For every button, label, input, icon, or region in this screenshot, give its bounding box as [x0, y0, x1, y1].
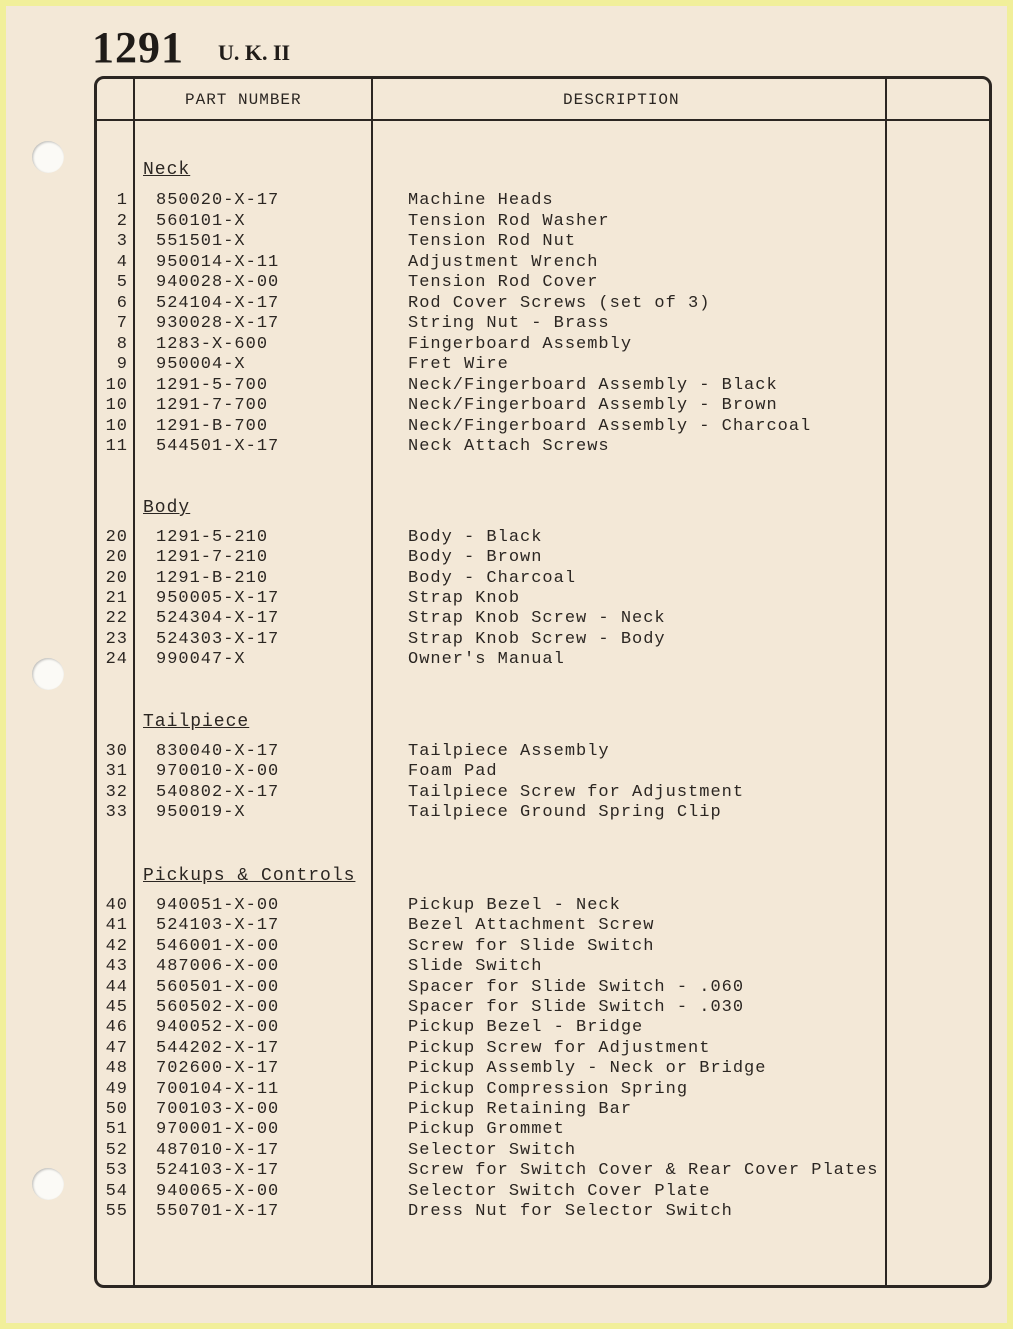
part-number: 540802-X-17 [156, 782, 280, 802]
item-number: 31 [105, 762, 128, 782]
item-number: 30 [105, 742, 128, 761]
item-number: 23 [105, 629, 128, 649]
part-number: 524304-X-17 [156, 609, 280, 629]
part-number: 560101-X [156, 211, 246, 231]
item-number: 20 [105, 548, 128, 568]
table-row [6, 253, 986, 273]
part-number: 940028-X-00 [156, 273, 280, 292]
model-number: 1291 [92, 23, 184, 72]
part-number: 487010-X-17 [156, 1140, 280, 1160]
item-number: 20 [105, 528, 128, 547]
part-number: 560501-X-00 [156, 977, 280, 997]
part-number: 970001-X-00 [156, 1120, 280, 1140]
part-number: 487006-X-00 [156, 957, 280, 977]
part-description: Bezel Attachment Screw [408, 916, 655, 936]
item-number: 4 [116, 252, 128, 272]
part-description: Owner's Manual [408, 649, 565, 669]
part-description: Screw for Slide Switch [408, 936, 655, 956]
table-row [6, 1039, 986, 1059]
item-number: 21 [105, 588, 128, 608]
part-number: 830040-X-17 [156, 742, 280, 761]
table-row [6, 998, 986, 1018]
item-number: 9 [116, 355, 128, 374]
item-number: 10 [105, 375, 128, 395]
part-number: 560502-X-00 [156, 998, 280, 1017]
part-number: 524303-X-17 [156, 629, 280, 649]
item-number: 46 [105, 1018, 128, 1038]
table-row [6, 528, 986, 548]
part-description: Tailpiece Ground Spring Clip [408, 802, 722, 822]
part-number: 700104-X-11 [156, 1079, 280, 1099]
part-number: 702600-X-17 [156, 1059, 280, 1079]
part-description: Neck/Fingerboard Assembly - Black [408, 375, 778, 395]
table-row [6, 742, 986, 762]
part-description: String Nut - Brass [408, 314, 610, 333]
column-header-description: DESCRIPTION [563, 91, 680, 109]
item-number: 22 [105, 609, 128, 629]
part-description: Tailpiece Screw for Adjustment [408, 782, 745, 802]
item-number: 5 [116, 273, 128, 292]
table-row [6, 437, 986, 457]
part-description: Pickup Retaining Bar [408, 1100, 633, 1119]
section-title: Tailpiece [143, 712, 250, 732]
table-row [6, 1120, 986, 1140]
table-row [6, 1141, 986, 1161]
part-number: 524103-X-17 [156, 916, 280, 936]
part-description: Fret Wire [408, 355, 509, 374]
table-row [6, 376, 986, 396]
table-row [6, 1161, 986, 1181]
part-description: Neck/Fingerboard Assembly - Charcoal [408, 416, 812, 436]
part-description: Fingerboard Assembly [408, 334, 633, 354]
part-description: Pickup Screw for Adjustment [408, 1038, 711, 1058]
part-number: 550701-X-17 [156, 1202, 280, 1221]
part-number: 1291-7-700 [156, 396, 269, 415]
table-row [6, 803, 986, 823]
part-number: 544501-X-17 [156, 437, 280, 456]
part-description: Selector Switch [408, 1140, 577, 1160]
part-description: Screw for Switch Cover & Rear Cover Plates [408, 1161, 879, 1181]
part-number: 1291-B-210 [156, 568, 269, 588]
part-description: Tension Rod Cover [408, 273, 599, 292]
table-row [6, 589, 986, 609]
item-number: 55 [105, 1202, 128, 1221]
part-number: 950004-X [156, 355, 246, 374]
part-number: 524103-X-17 [156, 1161, 280, 1181]
item-number: 44 [105, 977, 128, 997]
part-number: 546001-X-00 [156, 936, 280, 956]
part-description: Pickup Assembly - Neck or Bridge [408, 1059, 767, 1079]
item-number: 41 [105, 916, 128, 936]
part-description: Selector Switch Cover Plate [408, 1181, 711, 1201]
item-number: 42 [105, 936, 128, 956]
item-number: 49 [105, 1079, 128, 1099]
table-row [6, 609, 986, 629]
table-row [6, 273, 986, 293]
part-description: Strap Knob Screw - Neck [408, 609, 666, 629]
part-description: Neck Attach Screws [408, 437, 610, 456]
item-number: 20 [105, 568, 128, 588]
part-number: 930028-X-17 [156, 314, 280, 333]
header-divider [97, 119, 989, 121]
item-number: 53 [105, 1161, 128, 1181]
part-description: Foam Pad [408, 762, 498, 782]
item-number: 1 [116, 191, 128, 210]
table-row [6, 1080, 986, 1100]
part-number: 1291-B-700 [156, 416, 269, 436]
table-row [6, 1182, 986, 1202]
part-description: Slide Switch [408, 957, 543, 977]
part-description: Pickup Bezel - Neck [408, 896, 621, 915]
item-number: 51 [105, 1120, 128, 1140]
item-number: 10 [105, 396, 128, 415]
part-description: Body - Brown [408, 548, 543, 568]
part-number: 970010-X-00 [156, 762, 280, 782]
part-number: 990047-X [156, 649, 246, 669]
part-number: 940051-X-00 [156, 896, 280, 915]
item-number: 47 [105, 1038, 128, 1058]
part-description: Spacer for Slide Switch - .030 [408, 998, 745, 1017]
part-description: Body - Black [408, 528, 543, 547]
part-description: Strap Knob Screw - Body [408, 629, 666, 649]
table-row [6, 191, 986, 211]
table-row [6, 650, 986, 670]
part-number: 1283-X-600 [156, 334, 269, 354]
part-number: 950005-X-17 [156, 588, 280, 608]
item-number: 7 [116, 314, 128, 333]
part-description: Adjustment Wrench [408, 252, 599, 272]
part-number: 850020-X-17 [156, 191, 280, 210]
part-description: Machine Heads [408, 191, 554, 210]
item-number: 10 [105, 416, 128, 436]
part-number: 940052-X-00 [156, 1018, 280, 1038]
column-header-part-number: PART NUMBER [185, 91, 302, 109]
table-row [6, 1100, 986, 1120]
table-row [6, 417, 986, 437]
item-number: 40 [105, 896, 128, 915]
item-number: 50 [105, 1100, 128, 1119]
part-number: 1291-5-210 [156, 528, 269, 547]
part-description: Neck/Fingerboard Assembly - Brown [408, 396, 778, 415]
part-description: Pickup Bezel - Bridge [408, 1018, 644, 1038]
part-number: 1291-7-210 [156, 548, 269, 568]
table-row [6, 762, 986, 782]
part-description: Tailpiece Assembly [408, 742, 610, 761]
table-row [6, 314, 986, 334]
item-number: 2 [116, 211, 128, 231]
item-number: 54 [105, 1181, 128, 1201]
part-number: 700103-X-00 [156, 1100, 280, 1119]
item-number: 6 [116, 293, 128, 313]
table-row [6, 232, 986, 252]
part-description: Rod Cover Screws (set of 3) [408, 293, 711, 313]
part-description: Dress Nut for Selector Switch [408, 1202, 733, 1221]
item-number: 45 [105, 998, 128, 1017]
part-number: 950014-X-11 [156, 252, 280, 272]
table-row [6, 916, 986, 936]
table-row [6, 548, 986, 568]
part-number: 551501-X [156, 232, 246, 251]
table-row [6, 896, 986, 916]
table-row [6, 1202, 986, 1222]
part-description: Strap Knob [408, 588, 521, 608]
binder-hole-icon [32, 141, 64, 173]
table-row [6, 630, 986, 650]
part-description: Pickup Grommet [408, 1120, 565, 1140]
item-number: 33 [105, 802, 128, 822]
table-row [6, 396, 986, 416]
table-row [6, 937, 986, 957]
table-row [6, 294, 986, 314]
part-description: Tension Rod Nut [408, 232, 577, 251]
item-number: 11 [105, 437, 128, 456]
table-row [6, 335, 986, 355]
part-number: 1291-5-700 [156, 375, 269, 395]
section-title: Neck [143, 160, 191, 180]
part-description: Tension Rod Washer [408, 211, 610, 231]
table-row [6, 978, 986, 998]
table-row [6, 355, 986, 375]
item-number: 48 [105, 1059, 128, 1079]
model-variant: U. K. II [218, 40, 291, 65]
item-number: 52 [105, 1140, 128, 1160]
section-title: Body [143, 498, 191, 518]
part-number: 950019-X [156, 802, 246, 822]
table-row [6, 212, 986, 232]
part-number: 524104-X-17 [156, 293, 280, 313]
item-number: 43 [105, 957, 128, 977]
item-number: 8 [116, 334, 128, 354]
part-number: 940065-X-00 [156, 1181, 280, 1201]
table-row [6, 783, 986, 803]
part-description: Body - Charcoal [408, 568, 577, 588]
section-title: Pickups & Controls [143, 866, 356, 886]
item-number: 32 [105, 782, 128, 802]
part-description: Pickup Compression Spring [408, 1079, 689, 1099]
item-number: 3 [116, 232, 128, 251]
part-description: Spacer for Slide Switch - .060 [408, 977, 745, 997]
item-number: 24 [105, 649, 128, 669]
table-row [6, 569, 986, 589]
table-row [6, 1059, 986, 1079]
table-row [6, 1018, 986, 1038]
table-row [6, 957, 986, 977]
part-number: 544202-X-17 [156, 1038, 280, 1058]
